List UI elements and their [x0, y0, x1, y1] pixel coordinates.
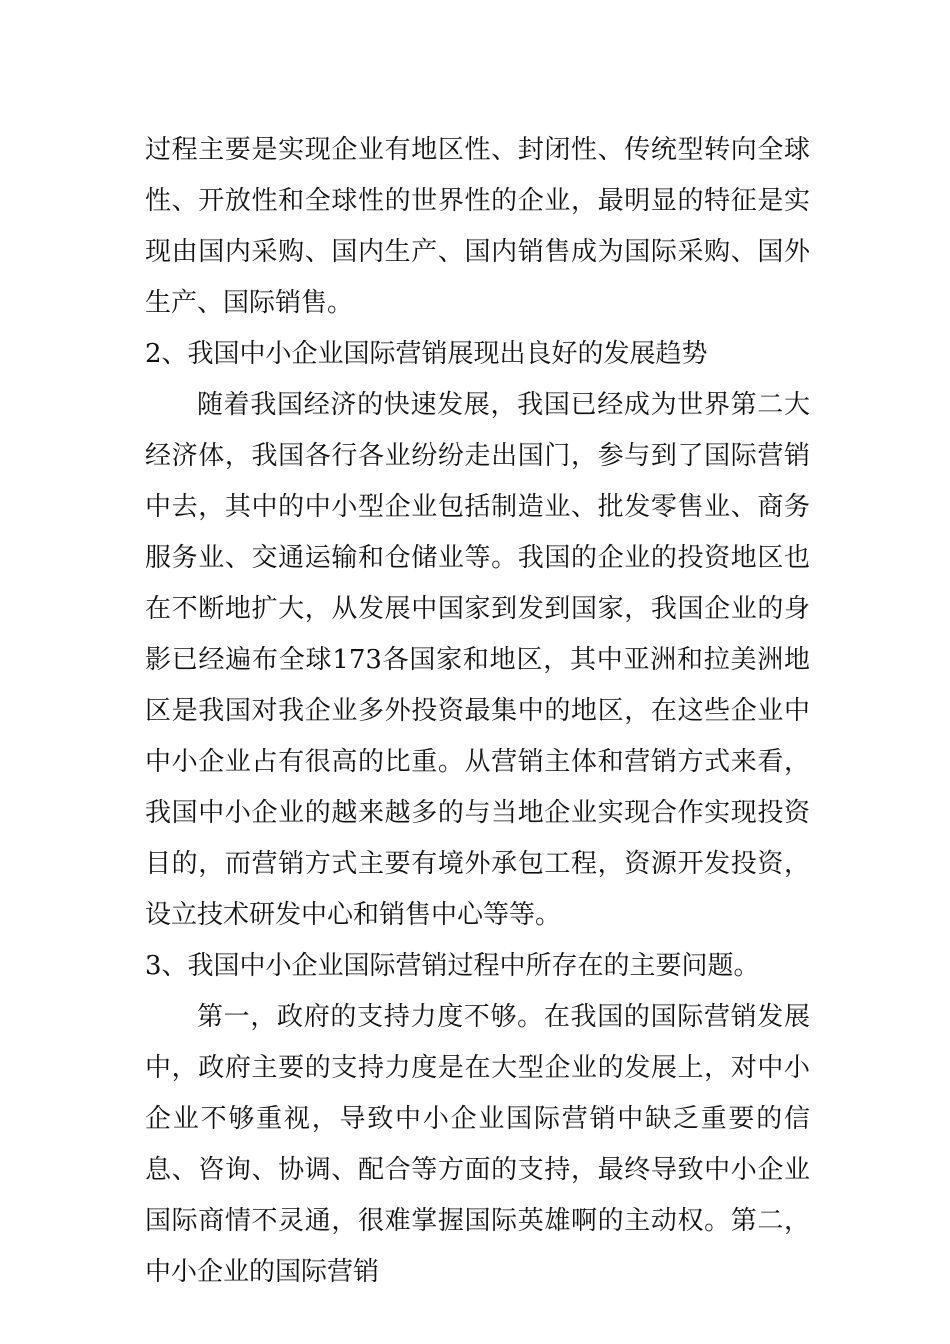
paragraph-continuation: 过程主要是实现企业有地区性、封闭性、传统型转向全球性、开放性和全球性的世界性的企业，最明显的特征是实现由国内采购、国内生产、国内销售成为国际采购、国外生产、国际销售。	[145, 135, 810, 318]
section-heading-2: 2、我国中小企业国际营销展现出良好的发展趋势	[145, 339, 708, 369]
paragraph-main-problems: 第一，政府的支持力度不够。在我国的国际营销发展中，政府主要的支持力度是在大型企业的发展上，对中小企业不够重视，导致中小企业国际营销中缺乏重要的信息、咨询、协调、配合等方面的支持，最终导致中小企业国际商情不灵通，很难掌握国际英雄啊的主动权。第二，中小企业的国际营销	[145, 1002, 810, 1287]
section-heading-3: 3、我国中小企业国际营销过程中所存在的主要问题。	[145, 951, 760, 981]
paragraph-development-trend: 随着我国经济的快速发展，我国已经成为世界第二大经济体，我国各行各业纷纷走出国门，参与到了国际营销中去，其中的中小型企业包括制造业、批发零售业、商务服务业、交通运输和仓储业等。我国的企业的投资地区也在不断地扩大，从发展中国家到发到国家，我国企业的身影已经遍布全球173各国家和地区，其中亚洲和拉美洲地区是我国对我企业多外投资最集中的地区，在这些企业中中小企业占有很高的比重。从营销主体和营销方式来看，我国中小企业的越来越多的与当地企业实现合作实现投资目的，而营销方式主要有境外承包工程，资源开发投资，设立技术研发中心和销售中心等等。	[145, 390, 810, 930]
document-body	[145, 125, 810, 1298]
